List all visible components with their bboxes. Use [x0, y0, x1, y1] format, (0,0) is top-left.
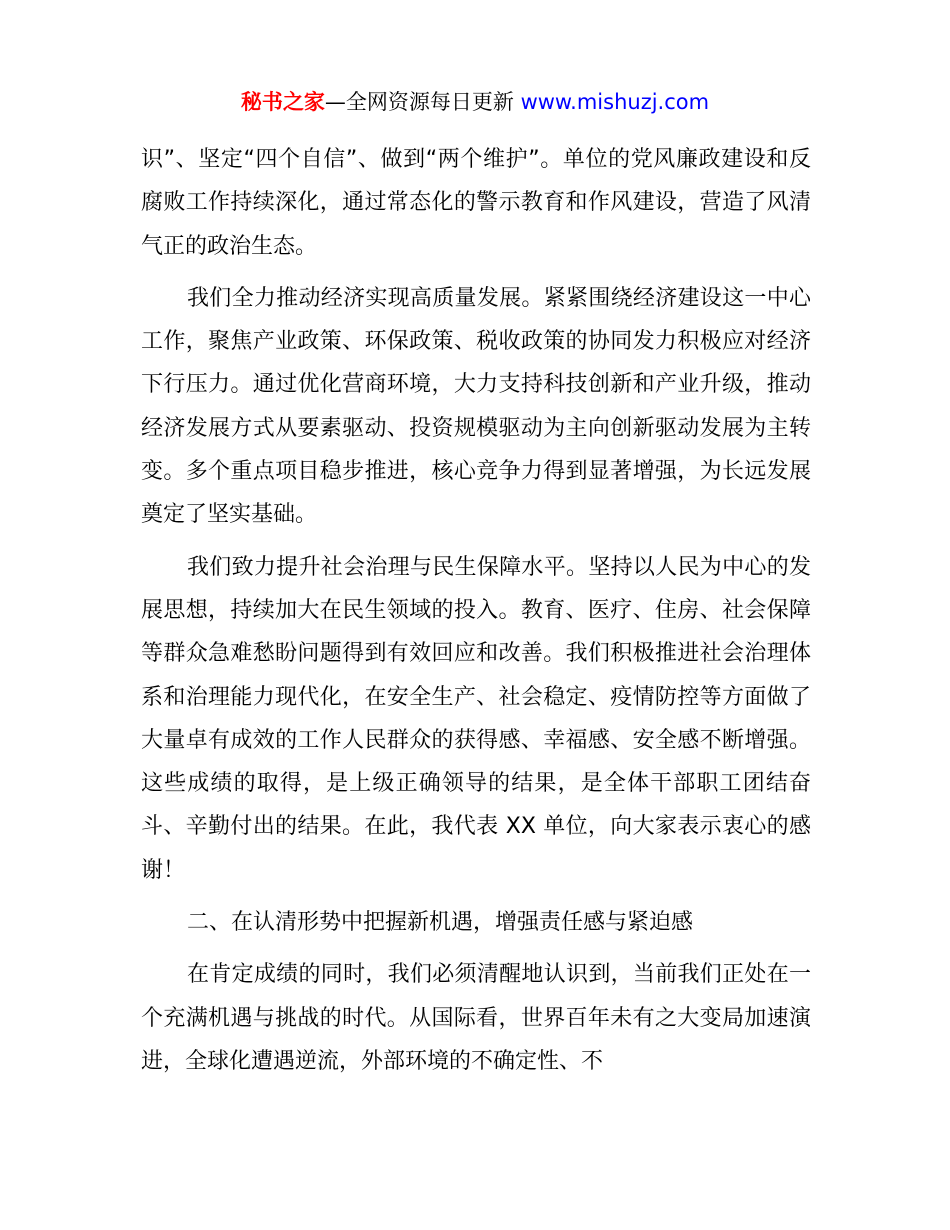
- section-heading: 二、在认清形势中把握新机遇，增强责任感与紧迫感: [187, 910, 694, 936]
- brand-name: 秘书之家: [240, 90, 325, 114]
- header-tagline: —全网资源每日更新: [324, 90, 521, 114]
- page-header: [0, 86, 950, 118]
- paragraph-continuation: 识”、坚定“四个自信”、做到“两个维护”。单位的党风廉政建设和反腐败工作持续深化，通过常态化的警示教育和作风建设，营造了风清气正的政治生态。: [141, 147, 811, 259]
- paragraph-social-governance: 我们致力提升社会治理与民生保障水平。坚持以人民为中心的发展思想，持续加大在民生领域的投入。教育、医疗、住房、社会保障等群众急难愁盼问题得到有效回应和改善。我们积极推进社会治理体系和治理能力现代化，在安全生产、社会稳定、疫情防控等方面做了大量卓有成效的工作人民群众的获得感、幸福感、安全感不断增强。这些成绩的取得，是上级正确领导的结果，是全体干部职工团结奋斗、辛勤付出的结果。在此，我代表 XX 单位，向大家表示衷心的感谢！: [141, 554, 811, 883]
- site-url-link[interactable]: www.mishuzj.com: [520, 90, 710, 114]
- document-body: [141, 138, 811, 1092]
- paragraph-situation: 在肯定成绩的同时，我们必须清醒地认识到，当前我们正处在一个充满机遇与挑战的时代。从国际看，世界百年未有之大变局加速演进，全球化遭遇逆流，外部环境的不确定性、不: [141, 962, 811, 1074]
- paragraph-economy: 我们全力推动经济实现高质量发展。紧紧围绕经济建设这一中心工作，聚焦产业政策、环保政策、税收政策的协同发力积极应对经济下行压力。通过优化营商环境，大力支持科技创新和产业升级，推动经济发展方式从要素驱动、投资规模驱动为主向创新驱动发展为主转变。多个重点项目稳步推进，核心竞争力得到显著增强，为长远发展奠定了坚实基础。: [141, 285, 811, 528]
